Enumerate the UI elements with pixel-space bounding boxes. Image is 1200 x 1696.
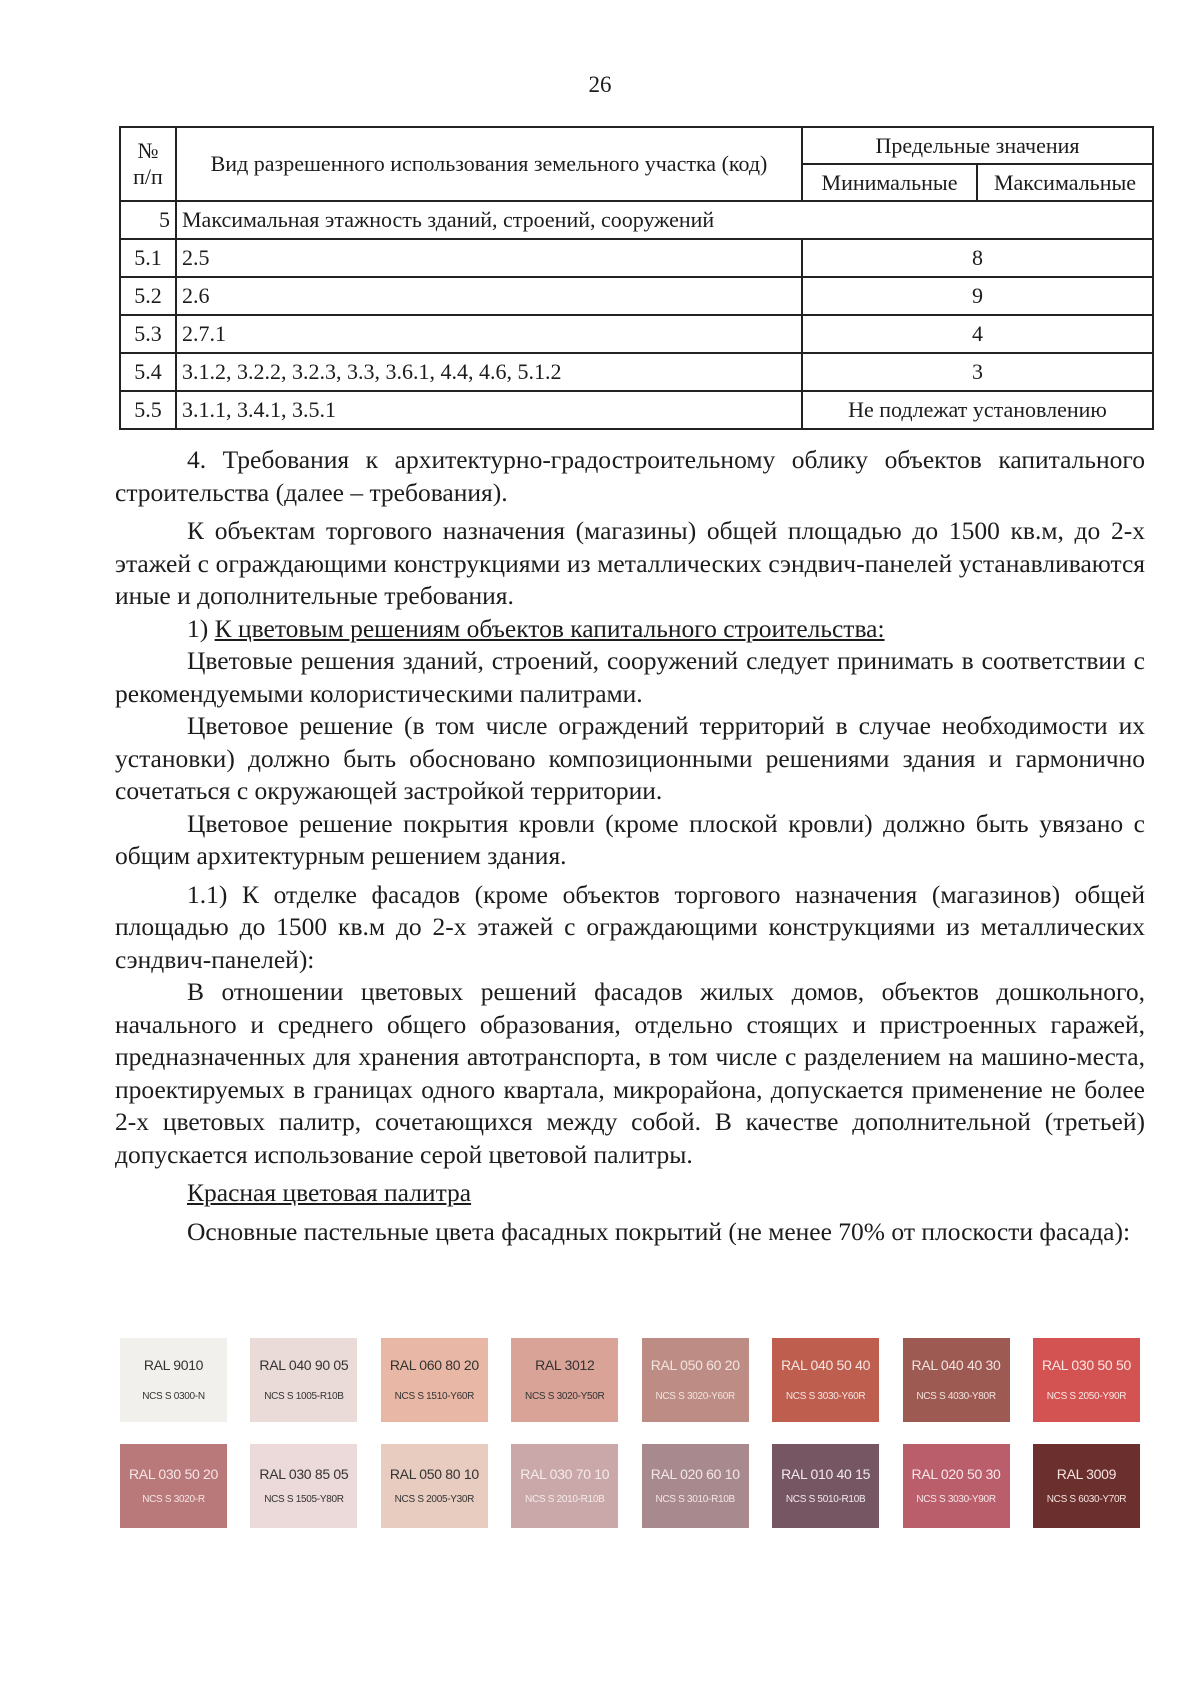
body-text (115, 444, 1145, 1248)
row-value: 9 (802, 277, 1153, 315)
table-section-row (120, 201, 1153, 239)
swatch-row-2 (120, 1444, 1140, 1528)
color-swatch (642, 1338, 749, 1422)
row-num: 5.3 (120, 315, 176, 353)
table-row (120, 391, 1153, 429)
swatch-row-1 (120, 1338, 1140, 1422)
swatch-ral-code: RAL 060 80 20 (389, 1357, 479, 1373)
swatch-ral-code: RAL 030 50 20 (129, 1466, 218, 1482)
row-code: 3.1.1, 3.4.1, 3.5.1 (176, 391, 802, 429)
swatch-ncs-code: NCS S 2050-Y90R (1046, 1391, 1127, 1402)
swatch-ral-code: RAL 3009 (1056, 1466, 1117, 1482)
swatch-ral-code: RAL 9010 (143, 1357, 204, 1373)
swatch-ncs-code: NCS S 3020-Y50R (525, 1391, 605, 1402)
swatch-ncs-code: NCS S 5010-R10B (785, 1494, 866, 1505)
row-num: 5.5 (120, 391, 176, 429)
swatch-ncs-code: NCS S 4030-Y80R (916, 1391, 996, 1402)
row-code: 2.5 (176, 239, 802, 277)
row-value: 4 (802, 315, 1153, 353)
table-row (120, 277, 1153, 315)
color-swatch (381, 1338, 488, 1422)
header-type: Вид разрешенного использования земельного участка (код) (176, 127, 802, 201)
header-max: Максимальные (977, 164, 1153, 201)
swatch-ral-code: RAL 050 60 20 (650, 1357, 740, 1373)
paragraph-pastel-colors: Основные пастельные цвета фасадных покрытий (не менее 70% от плоскости фасада): (187, 1216, 1131, 1246)
row-code: 2.6 (176, 277, 802, 315)
color-swatch (381, 1444, 488, 1528)
swatch-ncs-code: NCS S 2005-Y30R (394, 1494, 475, 1505)
header-limits: Предельные значения (802, 127, 1153, 164)
swatch-ncs-code: NCS S 1510-Y60R (394, 1391, 475, 1402)
header-min: Минимальные (802, 164, 977, 201)
swatch-ral-code: RAL 050 80 10 (389, 1466, 479, 1482)
color-swatch (120, 1444, 227, 1528)
color-swatch (250, 1444, 357, 1528)
swatch-ncs-code: NCS S 3010-R10B (655, 1494, 735, 1505)
paragraph-color-palettes: Цветовые решения зданий, строений, сооружений следует принимать в соответствии с рекомендуемыми колористическими палитрами. (115, 646, 1145, 708)
color-swatch (120, 1338, 227, 1422)
color-swatch (511, 1338, 618, 1422)
swatch-ncs-code: NCS S 3020-Y60R (655, 1391, 735, 1402)
row-code: 2.7.1 (176, 315, 802, 353)
swatch-ral-code: RAL 3012 (535, 1357, 595, 1373)
swatch-ncs-code: NCS S 3030-Y90R (916, 1494, 996, 1505)
row-value: 8 (802, 239, 1153, 277)
swatch-ral-code: RAL 010 40 15 (781, 1466, 871, 1482)
color-swatch (903, 1444, 1010, 1528)
section-title: Максимальная этажность зданий, строений, сооружений (176, 201, 1153, 239)
row-num: 5.4 (120, 353, 176, 391)
paragraph-palette-rules: В отношении цветовых решений фасадов жилых домов, объектов дошкольного, начального и среднего общего образования, отдельно стоящих и пристроенных гаражей, предназначенных для хранения автотранспорта, в том числе с разделением на машино-места, проектируемых в границах одного квартала, микрорайона, допускается применение не более 2-х цветовых палитр, сочетающихся между собой. В качестве дополнительной (третьей) допускается использование серой цветовой палитры. (115, 977, 1145, 1169)
swatch-ncs-code: NCS S 2010-R10B (525, 1494, 605, 1505)
color-swatch (1033, 1338, 1140, 1422)
swatch-ncs-code: NCS S 1505-Y80R (264, 1494, 344, 1505)
color-heading-prefix: 1) (187, 613, 215, 643)
swatch-ral-code: RAL 040 40 30 (911, 1357, 1001, 1373)
row-num: 5.1 (120, 239, 176, 277)
paragraph-trade-objects: К объектам торгового назначения (магазины) общей площадью до 1500 кв.м, до 2-х этажей с ограждающими конструкциями из металлических сэндвич-панелей устанавливаются иные и дополнительные требования. (115, 516, 1145, 610)
color-swatch (511, 1444, 618, 1528)
swatch-ral-code: RAL 030 50 50 (1041, 1357, 1131, 1373)
swatch-ral-code: RAL 040 90 05 (259, 1357, 349, 1373)
page-number: 26 (588, 72, 612, 97)
paragraph-color-heading (115, 613, 1145, 646)
swatch-ral-code: RAL 020 50 30 (911, 1466, 1001, 1482)
swatch-ncs-code: NCS S 0300-N (142, 1391, 205, 1402)
swatch-ncs-code: NCS S 6030-Y70R (1046, 1494, 1127, 1505)
section-num: 5 (120, 201, 176, 239)
color-palette (120, 1338, 1140, 1528)
row-num: 5.2 (120, 277, 176, 315)
swatch-ral-code: RAL 040 50 40 (781, 1357, 871, 1373)
swatch-ral-code: RAL 030 85 05 (259, 1466, 349, 1482)
paragraph-requirements: 4. Требования к архитектурно-градостроительному облику объектов капитального строительства (далее – требования). (115, 445, 1145, 507)
swatch-ncs-code: NCS S 3030-Y60R (785, 1391, 866, 1402)
header-num: № п/п (120, 127, 176, 201)
swatch-ncs-code: NCS S 3020-R (142, 1494, 205, 1505)
row-code: 3.1.2, 3.2.2, 3.2.3, 3.3, 3.6.1, 4.4, 4.6, 5.1.2 (176, 353, 802, 391)
row-value: 3 (802, 353, 1153, 391)
color-heading-text: К цветовым решениям объектов капитального строительства: (214, 613, 885, 643)
limits-table (119, 126, 1154, 430)
table-row (120, 239, 1153, 277)
color-swatch (772, 1444, 879, 1528)
color-swatch (772, 1338, 879, 1422)
palette-title: Красная цветовая палитра (187, 1178, 472, 1207)
swatch-ral-code: RAL 030 70 10 (520, 1466, 610, 1482)
color-swatch (903, 1338, 1010, 1422)
paragraph-color-justification: Цветовое решение (в том числе ограждений территорий в случае необходимости их установки) должно быть обосновано композиционными решениями здания и гармонично сочетаться с окружающей застройкой территории. (115, 711, 1145, 805)
swatch-ral-code: RAL 020 60 10 (650, 1466, 740, 1482)
color-swatch (1033, 1444, 1140, 1528)
paragraph-roof-color: Цветовое решение покрытия кровли (кроме плоской кровли) должно быть увязано с общим архитектурным решением здания. (115, 808, 1145, 870)
color-swatch (250, 1338, 357, 1422)
swatch-ncs-code: NCS S 1005-R10B (264, 1391, 344, 1402)
table-row (120, 315, 1153, 353)
color-swatch (642, 1444, 749, 1528)
table-row (120, 353, 1153, 391)
row-value: Не подлежат установлению (802, 391, 1153, 429)
paragraph-facade-finish: 1.1) К отделке фасадов (кроме объектов торгового назначения (магазинов) общей площадью до 1500 кв.м до 2-х этажей с ограждающими конструкциями из металлических сэндвич-панелей): (115, 879, 1145, 974)
